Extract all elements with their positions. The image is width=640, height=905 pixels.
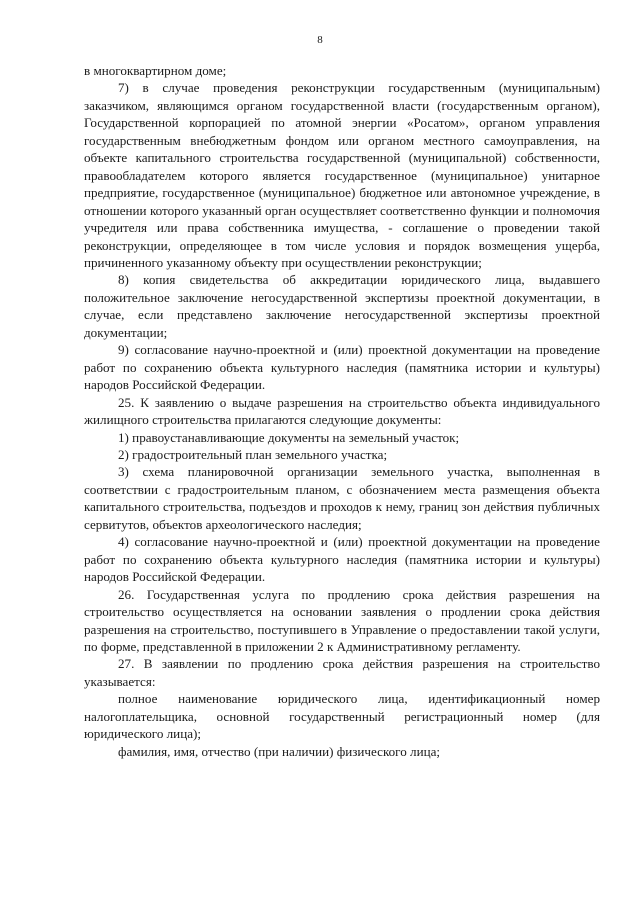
paragraph: 8) копия свидетельства об аккредитации юридического лица, выдавшего положительное заключение негосударственной экспертизы проектной документации, в случае, если представлено заключение негосударственной экспертизы проектной документации; <box>84 272 600 340</box>
page-number: 8 <box>317 34 323 46</box>
paragraph: 3) схема планировочной организации земельного участка, выполненная в соответствии с градостроительным планом, с обозначением места размещения объекта капитального строительства, подъездов и проходов к нему, границ зон действия публичных сервитутов, объектов археологического наследия; <box>84 464 600 532</box>
document-body <box>84 62 600 760</box>
paragraph: в многоквартирном доме; <box>84 63 227 78</box>
paragraph: 25. К заявлению о выдаче разрешения на строительство объекта индивидуального жилищного строительства прилагаются следующие документы: <box>84 394 600 428</box>
paragraph: 7) в случае проведения реконструкции государственным (муниципальным) заказчиком, являющимся органом государственной власти (государственным органом), Государственной корпорацией по атомной энергии «Росатом», органом управления государственным внебюджетным фондом или органом местного самоуправления, на объекте капитального строительства государственной (муниципальной) собственности, правообладателем которого является государственное (муниципальное) унитарное предприятие, государственное (муниципальное) бюджетное или автономное учреждение, в отношении которого указанный орган осуществляет соответственно функции и полномочия учредителя или права собственника имущества, - соглашение о проведении такой реконструкции, определяющее в том числе условия и порядок возмещения ущерба, причиненного указанному объекту при осуществлении реконструкции; <box>84 80 600 270</box>
paragraph: 26. Государственная услуга по продлению срока действия разрешения на строительство осуществляется на основании заявления о продлении срока действия разрешения на строительство, поступившего в Управление о предоставлении такой услуги, по форме, представленной в приложении 2 к Административному регламенту. <box>84 586 600 654</box>
paragraph: 2) градостроительный план земельного участка; <box>118 446 388 462</box>
paragraph: 1) правоустанавливающие документы на земельный участок; <box>118 429 460 445</box>
paragraph: 9) согласование научно-проектной и (или) проектной документации на проведение работ по сохранению объекта культурного наследия (памятника истории и культуры) народов Российской Федерации. <box>84 342 600 393</box>
paragraph: фамилия, имя, отчество (при наличии) физического лица; <box>118 743 441 759</box>
paragraph: 27. В заявлении по продлению срока действия разрешения на строительство указывается: <box>84 656 600 689</box>
paragraph: 4) согласование научно-проектной и (или) проектной документации на проведение работ по сохранению объекта культурного наследия (памятника истории и культуры) народов Российской Федерации. <box>84 534 600 585</box>
paragraph: полное наименование юридического лица, идентификационный номер налогоплательщика, основной государственный регистрационный номер (для юридического лица); <box>84 691 600 742</box>
